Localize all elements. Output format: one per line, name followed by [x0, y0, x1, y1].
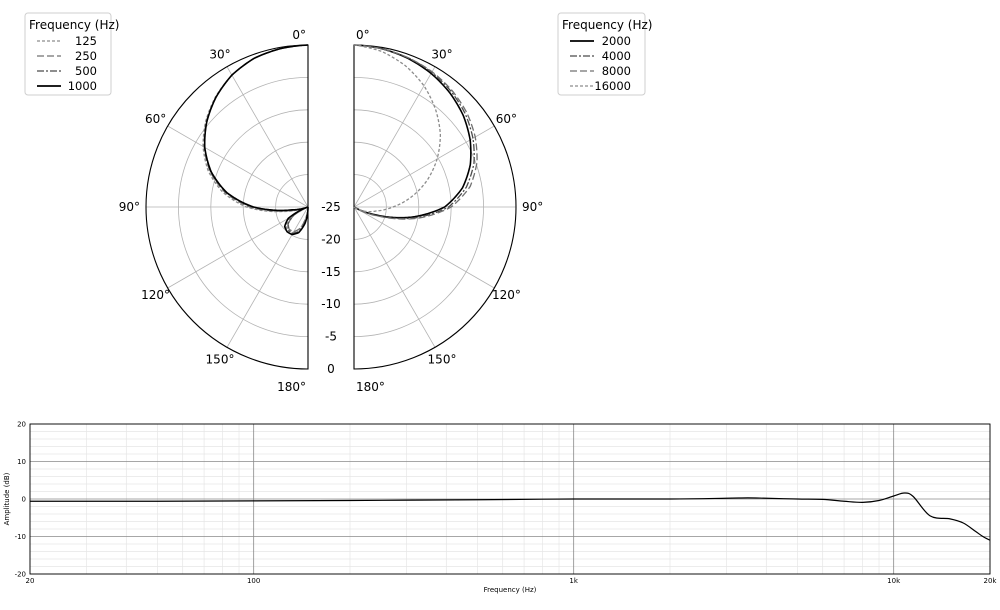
- polar-series-2000: [354, 45, 471, 218]
- polar-series-1000: [205, 45, 308, 235]
- frequency-response-chart: [3, 421, 997, 595]
- frequency-response-line: [30, 493, 990, 540]
- legend-label-1000: 1000: [67, 79, 97, 93]
- y-tick-label: 20: [17, 420, 26, 429]
- y-tick-label: 0: [21, 495, 26, 504]
- legend-label-500: 500: [75, 64, 97, 78]
- x-tick-label: 10k: [887, 577, 901, 585]
- left-polar-chart: [119, 28, 341, 394]
- legend-title: Frequency (Hz): [562, 18, 653, 32]
- radial-tick-label: 0: [327, 362, 335, 376]
- y-tick-label: -10: [14, 533, 26, 541]
- x-tick-label: 20k: [983, 577, 997, 585]
- angle-tick-label: 90°: [118, 200, 140, 214]
- x-tick-label: 20: [25, 577, 35, 585]
- angle-tick-label: 120°: [491, 288, 521, 302]
- legend-label-16000: 16000: [594, 79, 631, 93]
- radial-tick-label: -15: [321, 264, 341, 279]
- angle-tick-label: 30°: [209, 47, 231, 62]
- x-tick-label: 100: [246, 577, 261, 585]
- legend-label-2000: 2000: [601, 34, 631, 48]
- angle-tick-label: 180°: [356, 380, 385, 394]
- grid-spoke: [227, 67, 308, 207]
- y-tick-label: -20: [14, 570, 26, 579]
- angle-tick-label: 60°: [144, 112, 167, 126]
- angle-tick-label: 0°: [356, 28, 370, 42]
- polar-series-500: [205, 45, 308, 233]
- radial-tick-label: -5: [325, 329, 337, 344]
- angle-tick-label: 90°: [522, 200, 544, 214]
- radial-tick-label: -25: [321, 200, 341, 214]
- angle-tick-label: 150°: [205, 352, 235, 367]
- angle-tick-label: 180°: [277, 380, 306, 394]
- y-tick-label: 10: [17, 458, 26, 466]
- angle-tick-label: 150°: [427, 352, 457, 367]
- angle-tick-label: 120°: [141, 288, 171, 302]
- angle-tick-label: 60°: [495, 112, 518, 126]
- legend-label-8000: 8000: [601, 64, 631, 78]
- legend-label-250: 250: [75, 49, 97, 63]
- polar-series-4000: [354, 45, 474, 219]
- grid-spoke: [354, 207, 494, 288]
- grid-spoke: [227, 207, 308, 347]
- legend-high-frequencies: [558, 13, 653, 95]
- y-axis-label: Amplitude (dB): [3, 472, 11, 526]
- x-tick-label: 1k: [569, 577, 578, 585]
- right-polar-chart: [354, 28, 543, 394]
- angle-tick-label: 0°: [292, 28, 306, 42]
- legend-low-frequencies: [25, 13, 120, 95]
- polar-series-125: [203, 45, 308, 232]
- grid-spoke: [354, 207, 435, 347]
- radial-tick-label: -20: [321, 232, 341, 247]
- angle-tick-label: 30°: [431, 47, 453, 62]
- legend-title: Frequency (Hz): [29, 18, 120, 32]
- radial-tick-label: -10: [321, 297, 341, 312]
- polar-series-250: [204, 45, 308, 232]
- x-axis-label: Frequency (Hz): [483, 586, 537, 594]
- legend-label-4000: 4000: [601, 49, 631, 63]
- grid-spoke: [168, 126, 308, 207]
- legend-label-125: 125: [75, 34, 97, 48]
